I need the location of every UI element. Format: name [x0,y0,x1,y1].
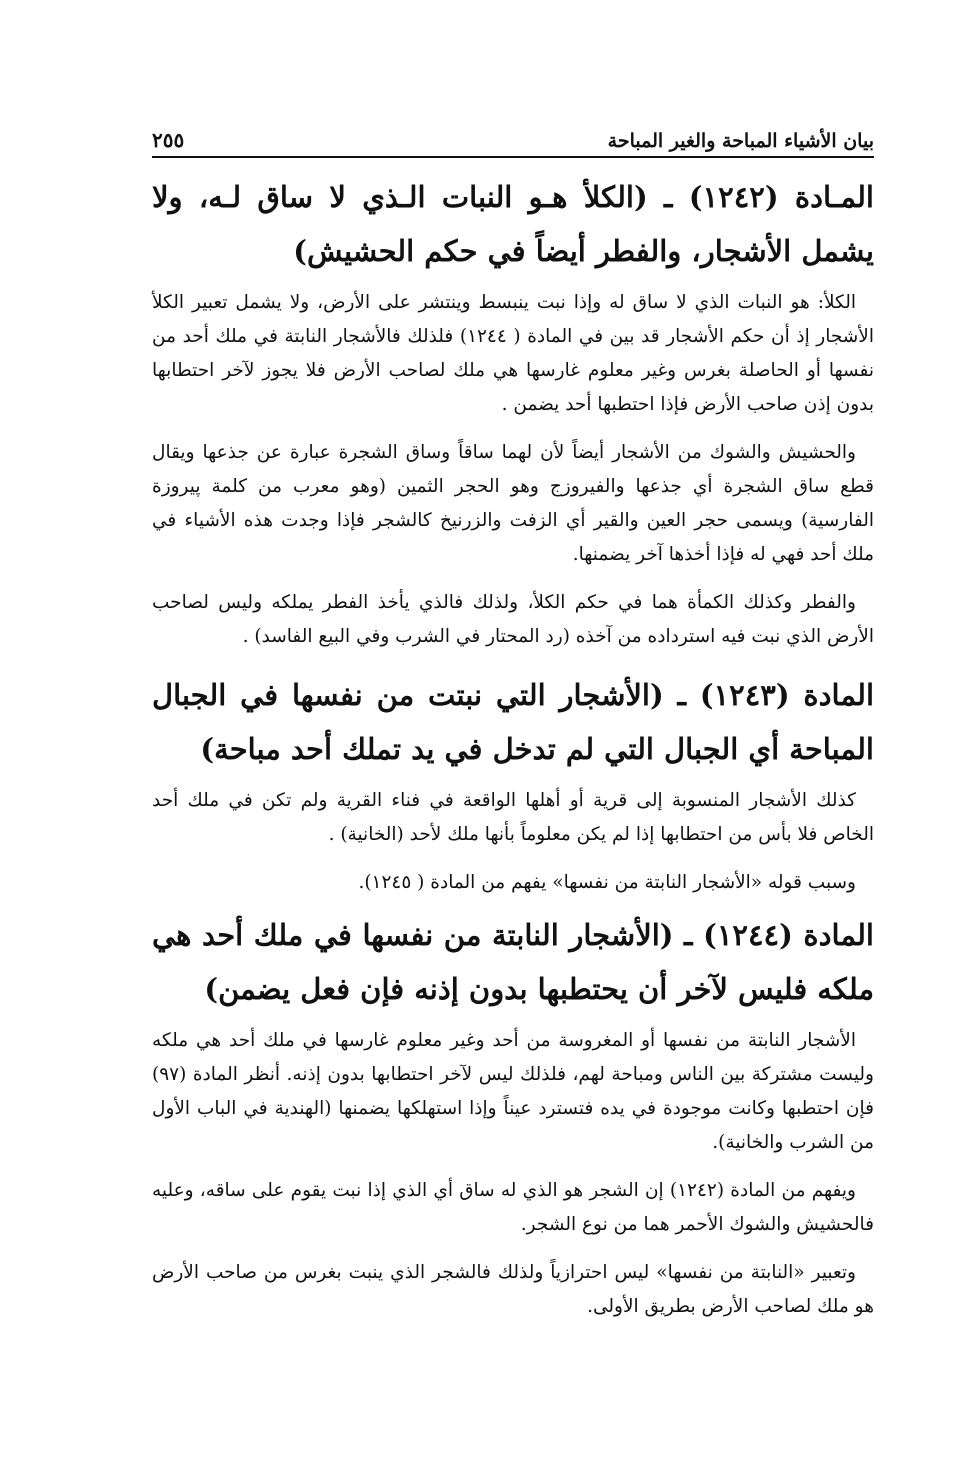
paragraph-7: ويفهم من المادة (١٢٤٢) إن الشجر هو الذي له ساق أي الذي إذا نبت يقوم على ساقه، وعليه فالحشيش والشوك الأحمر هما من نوع الشجر. [152,1180,874,1235]
paragraph-2: والحشيش والشوك من الأشجار أيضاً لأن لهما ساقاً وساق الشجرة عبارة عن جذعها ويقال قطع ساق الشجرة أي جذعها والفيروزج وهو الحجر الثمين (وهو معرب من كلمة پيروزة الفارسية) ويسمى حجر العين والقير أي الزفت والزرنيخ كالشجر فإذا وجدت هذه الأشياء في ملك أحد فهي له فإذا أخذها آخر يضمنها. [152,442,874,565]
paragraph-5: وسبب قوله «الأشجار النابتة من نفسها» يفهم من المادة ( ١٢٤٥). [358,872,856,893]
article-1242-heading: المـادة (١٢٤٢) ـ (الكلأ هـو النبات الـذي لا ساق لـه، ولا يشمل الأشجار، والفطر أيضاً في حكم الحشيش) [152,180,874,268]
running-title: بيان الأشياء المباحة والغير المباحة [607,130,874,152]
paragraph-4: كذلك الأشجار المنسوبة إلى قرية أو أهلها الواقعة في فناء القرية ولم تكن في ملك أحد الخاص فلا بأس من احتطابها إذا لم يكن معلوماً بأنها ملك لأحد (الخانية) . [152,790,874,845]
paragraph-6: الأشجار النابتة من نفسها أو المغروسة من أحد وغير معلوم غارسها في ملك أحد هي ملكه وليست مشتركة بين الناس ومباحة لهم، فلذلك ليس لآخر احتطابها بدون إذنه. أنظر المادة (٩٧) فإن احتطبها وكانت موجودة في يده فتسترد عيناً وإذا استهلكها يضمنها (الهندية في الباب الأول من الشرب والخانية). [152,1030,874,1153]
paragraph-8: وتعبير «النابتة من نفسها» ليس احترازياً ولذلك فالشجر الذي ينبت بغرس من صاحب الأرض هو ملك لصاحب الأرض بطريق الأولى. [152,1262,874,1317]
paragraph-3: والفطر وكذلك الكمأة هما في حكم الكلأ، ولذلك فالذي يأخذ الفطر يملكه وليس لصاحب الأرض الذي نبت فيه استرداده من آخذه (رد المحتار في الشرب وفي البيع الفاسد) . [152,592,874,647]
paragraph-1: الكلأ: هو النبات الذي لا ساق له وإذا نبت ينبسط وينتشر على الأرض، ولا يشمل تعبير الكلأ الأشجار إذ أن حكم الأشجار قد بين في المادة ( ١٢٤٤) فلذلك فالأشجار النابتة في ملك أحد من نفسها أو الحاصلة بغرس وغير معلوم غارسها هي ملك لصاحب الأرض فلا يجوز لآخر احتطابها بدون إذن صاحب الأرض فإذا احتطبها أحد يضمن . [152,292,874,415]
article-1244-heading: المادة (١٢٤٤) ـ (الأشجار النابتة من نفسها في ملك أحد هي ملكه فليس لآخر أن يحتطبها بدون إذنه فإن فعل يضمن) [152,918,874,1006]
article-1243-heading: المادة (١٢٤٣) ـ (الأشجار التي نبتت من نفسها في الجبال المباحة أي الجبال التي لم تدخل في يد تملك أحد مباحة) [152,678,875,766]
page-header [152,128,874,158]
page-number: ٢٥٥ [152,128,185,152]
